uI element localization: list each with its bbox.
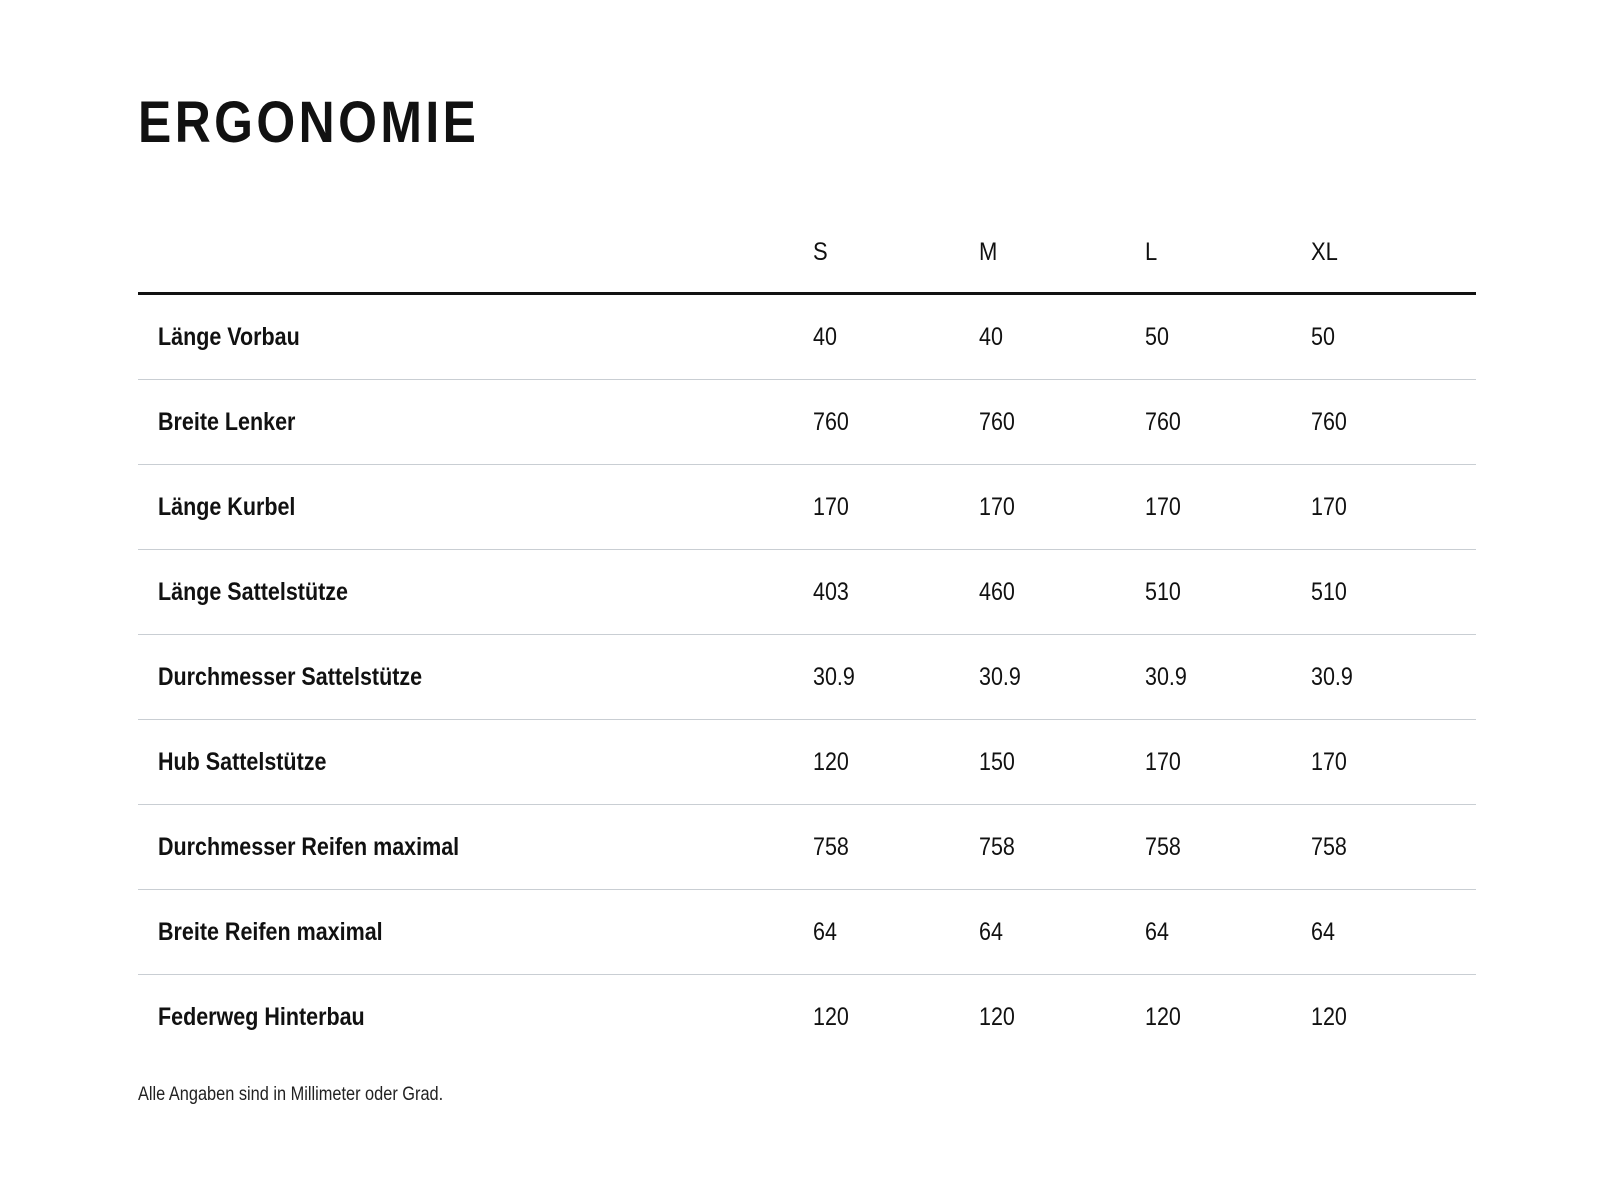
value-cell: 64: [813, 890, 979, 975]
row-label: Durchmesser Reifen maximal: [138, 805, 813, 890]
value-cell: 170: [1145, 720, 1311, 805]
table-row: [138, 550, 1476, 635]
value-cell: 120: [1145, 1002, 1181, 1031]
value-cell: 150: [979, 720, 1145, 805]
value-cell: 50: [1311, 294, 1476, 380]
geometry-table: [138, 212, 1476, 1059]
units-footnote: Alle Angaben sind in Millimeter oder Grad.: [138, 1084, 444, 1105]
value-cell: 758: [1145, 805, 1311, 890]
table-row: [138, 805, 1476, 890]
value-cell: 758: [1311, 805, 1476, 890]
value-cell: 403: [813, 550, 979, 635]
row-label: Breite Lenker: [138, 380, 813, 465]
row-label: Länge Vorbau: [138, 294, 813, 380]
value-cell: 510: [1311, 550, 1476, 635]
size-header-xl: XL: [1311, 212, 1476, 294]
value-cell: 120: [1311, 1002, 1347, 1031]
value-cell: 460: [979, 550, 1145, 635]
table-row: [138, 380, 1476, 465]
table-row: [138, 635, 1476, 720]
value-cell: 170: [979, 465, 1145, 550]
value-cell: 760: [813, 380, 979, 465]
size-header-s: S: [813, 212, 979, 294]
value-cell: 170: [813, 465, 979, 550]
value-cell: 30.9: [1311, 635, 1476, 720]
table-row: [138, 465, 1476, 550]
value-cell: 760: [1311, 380, 1476, 465]
value-cell: 40: [813, 294, 979, 380]
value-cell: 64: [1311, 890, 1476, 975]
value-cell: 64: [1145, 890, 1311, 975]
value-cell: 120: [813, 720, 979, 805]
value-cell: 30.9: [979, 635, 1145, 720]
row-label: Durchmesser Sattelstütze: [138, 635, 813, 720]
value-cell: 170: [1311, 720, 1476, 805]
value-cell: 64: [979, 890, 1145, 975]
table-row: [138, 975, 1476, 1060]
value-cell: 758: [979, 805, 1145, 890]
row-label: Hub Sattelstütze: [138, 720, 813, 805]
value-cell: 50: [1145, 294, 1311, 380]
size-header-l: L: [1145, 212, 1311, 294]
page-title: ERGONOMIE: [138, 90, 480, 155]
row-label: Länge Sattelstütze: [138, 550, 813, 635]
value-cell: 758: [813, 805, 979, 890]
size-header-m: M: [979, 212, 1145, 294]
table-header-row: [138, 212, 1476, 294]
row-label: Breite Reifen maximal: [138, 890, 813, 975]
table-row: [138, 890, 1476, 975]
value-cell: 170: [1145, 465, 1311, 550]
label-column-header: [138, 212, 813, 294]
value-cell: 120: [813, 1002, 849, 1031]
value-cell: 760: [1145, 380, 1311, 465]
value-cell: 40: [979, 294, 1145, 380]
value-cell: 170: [1311, 465, 1476, 550]
table-row: [138, 720, 1476, 805]
row-label: Länge Kurbel: [138, 465, 813, 550]
value-cell: 30.9: [813, 635, 979, 720]
value-cell: 30.9: [1145, 635, 1311, 720]
value-cell: 120: [979, 1002, 1015, 1031]
value-cell: 510: [1145, 550, 1311, 635]
table-row: [138, 294, 1476, 380]
row-label: Federweg Hinterbau: [158, 1002, 365, 1031]
value-cell: 760: [979, 380, 1145, 465]
